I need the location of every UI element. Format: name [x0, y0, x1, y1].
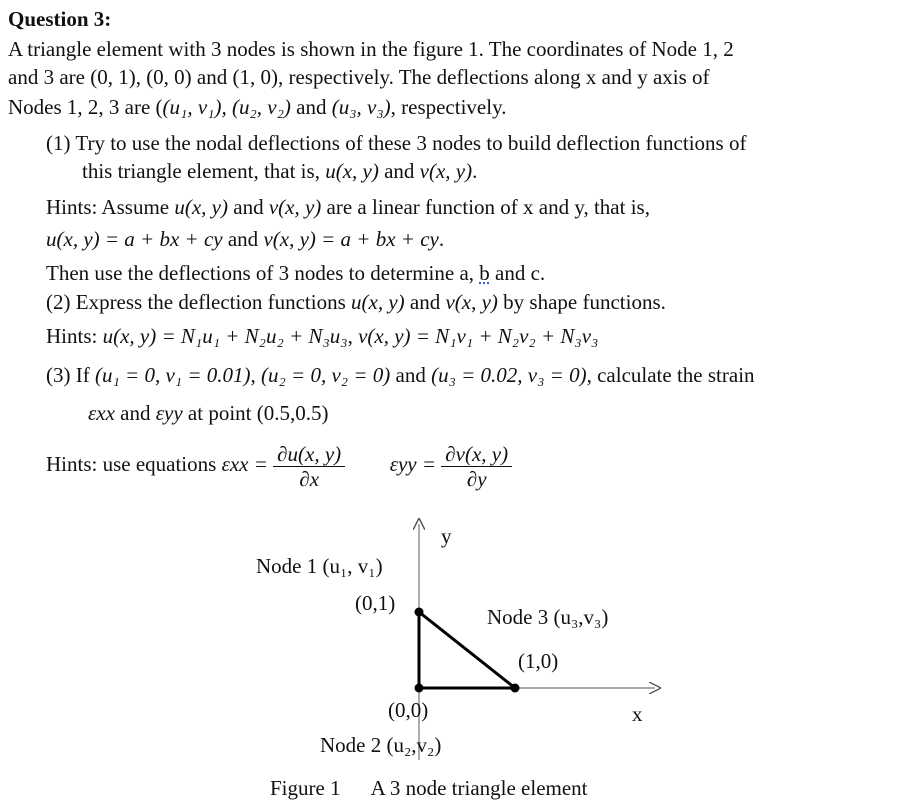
dv-numerator: ∂v(x, y): [441, 442, 512, 467]
part3-sep: ,: [250, 363, 261, 387]
eps-xx-equals: εxx =: [221, 452, 268, 476]
part1-text: this triangle element, that is,: [82, 159, 326, 183]
shape-function-u: u(x, y) = N₁u₁ + N₂u₂ + N₃u₃: [102, 324, 348, 348]
node-1-dot: [415, 608, 424, 617]
du-numerator: ∂u(x, y): [273, 442, 345, 467]
equation-and: and: [222, 227, 264, 251]
node-2-label: Node 2 (u₂,v₂): [320, 733, 442, 757]
shape-function-v: v(x, y) = N₁v₁ + N₂v₂ + N₃v₃: [358, 324, 599, 348]
node-2-dot: [415, 684, 424, 693]
hint-v-function: v(x, y): [268, 195, 322, 219]
strain-and: and: [114, 401, 156, 425]
condition-node-2: (u₂ = 0, v₂ = 0): [261, 363, 391, 387]
then-suffix: and c.: [489, 261, 546, 285]
part2-u-function: u(x, y): [351, 290, 405, 314]
part1-line-1: (1) Try to use the nodal deflections of these 3 nodes to build deflection functions of: [46, 131, 747, 155]
question-title: Question 3:: [8, 7, 112, 31]
intro-suffix: , respectively.: [390, 95, 507, 119]
node-1-label: Node 1 (u₁, v₁): [256, 554, 383, 578]
figure-caption-text: A 3 node triangle element: [370, 776, 588, 800]
part2-and: and: [404, 290, 446, 314]
part2-text: (2) Express the deflection functions: [46, 290, 351, 314]
node-3-label: Node 3 (u₃,v₃): [487, 605, 609, 629]
part3-suffix: , calculate the strain: [586, 363, 755, 387]
linear-v-equation: v(x, y) = a + bx + cy: [263, 227, 439, 251]
hint-suffix: are a linear function of x and y, that is,: [321, 195, 650, 219]
intro-line-2: and 3 are (0, 1), (0, 0) and (1, 0), respectively. The deflections along x and y axis of: [8, 65, 710, 89]
hint-and: and: [228, 195, 269, 219]
part3-hint-label: Hints: use equations: [46, 452, 222, 476]
strain-yy: εyy: [155, 401, 183, 425]
part1-and: and: [378, 159, 420, 183]
coefficient-b: b: [479, 261, 490, 285]
hint-u-function: u(x, y): [174, 195, 228, 219]
intro-and: and: [290, 95, 332, 119]
y-axis-label: y: [441, 524, 452, 548]
equation-suffix: .: [438, 227, 445, 251]
part1-suffix: .: [472, 159, 478, 183]
part3-and: and: [390, 363, 432, 387]
v-function: v(x, y): [419, 159, 473, 183]
part2-v-function: v(x, y): [445, 290, 498, 314]
dy-denominator: ∂y: [466, 466, 487, 491]
intro-text: Nodes 1, 2, 3 are (: [8, 95, 163, 119]
node-2-coord: (0,0): [388, 698, 429, 722]
then-text: Then use the deflections of 3 nodes to determine a,: [46, 261, 480, 285]
hint-text: Hints: Assume: [46, 195, 175, 219]
node-1-coord: (0,1): [355, 591, 396, 615]
figure-number: Figure 1: [270, 776, 341, 800]
node-3-coord: (1,0): [518, 649, 559, 673]
node-3-dot: [511, 684, 520, 693]
dx-denominator: ∂x: [299, 466, 320, 491]
linear-u-equation: u(x, y) = a + bx + cy: [46, 227, 223, 251]
condition-node-1: (u₁ = 0, v₁ = 0.01): [94, 363, 251, 387]
point-text: at point (0.5,0.5): [182, 401, 329, 425]
condition-node-3: (u₃ = 0.02, v₃ = 0): [431, 363, 587, 387]
part2-suffix: by shape functions.: [497, 290, 666, 314]
figure-caption: [270, 776, 588, 800]
x-axis-label: x: [632, 702, 643, 726]
part2-hint-label: Hints:: [46, 324, 103, 348]
strain-xx: εxx: [88, 401, 115, 425]
intro-line-1: A triangle element with 3 nodes is shown in the figure 1. The coordinates of Node 1, 2: [8, 37, 734, 61]
part2-hint-sep: ,: [347, 324, 359, 348]
part3-text: (3) If: [46, 363, 95, 387]
eps-yy-equals: εyy =: [389, 452, 437, 476]
node-3-deflection: (u₃, v₃): [331, 95, 391, 119]
u-function: u(x, y): [325, 159, 379, 183]
nodes-1-2-deflections: (u₁, v₁), (u₂, v₂): [162, 95, 291, 119]
